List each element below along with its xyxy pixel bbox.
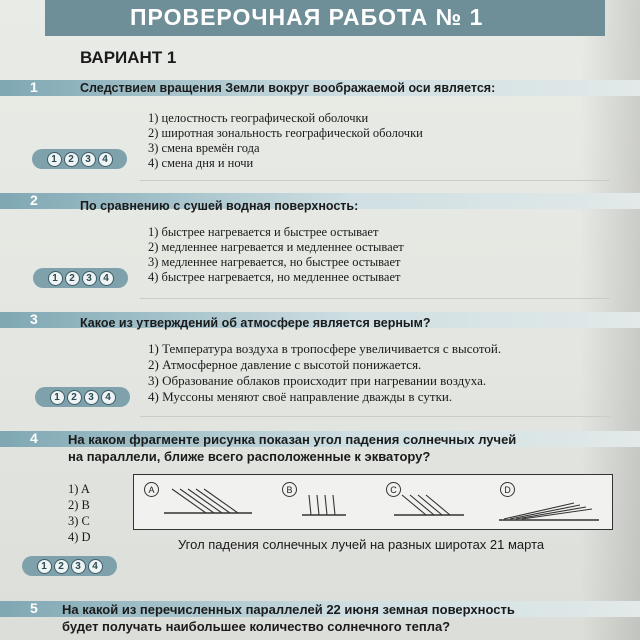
question-text-line: на параллели, ближе всего расположенные к экватору?	[68, 449, 431, 464]
question-number: 3	[30, 311, 38, 327]
question-number: 1	[30, 79, 38, 95]
figure-caption: Угол падения солнечных лучей на разных широтах 21 марта	[178, 537, 545, 552]
option-1[interactable]: 1) Температура воздуха в тропосфере увеличивается с высотой.	[148, 341, 502, 356]
question-text-3: Какое из утверждений об атмосфере является верным?	[80, 316, 431, 330]
option-2[interactable]: 2) B	[68, 498, 90, 512]
question-text-line: На какой из перечисленных параллелей 22 июня земная поверхность	[62, 602, 515, 617]
answer-circle-2[interactable]: 2	[64, 152, 79, 167]
question-text-line: На каком фрагменте рисунка показан угол падения солнечных лучей	[68, 432, 517, 447]
divider	[140, 416, 610, 417]
answer-circle-2[interactable]: 2	[65, 271, 80, 286]
sun-rays-figure	[133, 474, 613, 530]
answer-circle-4[interactable]: 4	[99, 271, 114, 286]
option-3[interactable]: 3) смена времён года	[148, 141, 260, 155]
question-text-5	[62, 601, 515, 635]
answer-circle-4[interactable]: 4	[98, 152, 113, 167]
option-1[interactable]: 1) целостность географической оболочки	[148, 111, 369, 125]
answer-selector-3	[35, 387, 130, 407]
answer-selector-4	[22, 556, 117, 576]
answer-circle-3[interactable]: 3	[81, 152, 96, 167]
rays-group-a	[164, 489, 252, 513]
page-title: ПРОВЕРОЧНАЯ РАБОТА № 1	[130, 4, 484, 30]
variant-title: ВАРИАНТ 1	[80, 48, 177, 67]
options-list-4	[68, 481, 91, 545]
question-text-line: будет получать наибольшее количество солнечного тепла?	[62, 619, 451, 634]
rays-group-c	[394, 495, 464, 515]
answer-circle-4[interactable]: 4	[88, 559, 103, 574]
rays-group-d	[499, 503, 599, 520]
question-number: 2	[30, 192, 38, 208]
figure-label-d: D	[500, 482, 515, 497]
divider	[140, 298, 610, 299]
figure-label-c: C	[386, 482, 401, 497]
options-list-1	[148, 111, 423, 171]
sun-rays-diagram	[134, 475, 612, 529]
question-text-1: Следствием вращения Земли вокруг воображаемой оси является:	[80, 81, 496, 95]
divider	[140, 180, 610, 181]
option-3[interactable]: 3) медленнее нагревается, но быстрее остывает	[148, 255, 401, 269]
option-2[interactable]: 2) Атмосферное давление с высотой понижается.	[148, 357, 422, 372]
option-4[interactable]: 4) Муссоны меняют своё направление дважды в сутки.	[148, 389, 453, 404]
answer-selector-1	[32, 149, 127, 169]
option-3[interactable]: 3) C	[68, 514, 90, 528]
answer-circle-1[interactable]: 1	[50, 390, 65, 405]
answer-circle-1[interactable]: 1	[48, 271, 63, 286]
option-4[interactable]: 4) смена дня и ночи	[148, 156, 254, 170]
question-text-2: По сравнению с сушей водная поверхность:	[80, 199, 359, 213]
question-number: 4	[30, 430, 38, 446]
answer-circle-3[interactable]: 3	[84, 390, 99, 405]
answer-selector-2	[33, 268, 128, 288]
options-list-3	[148, 341, 501, 405]
option-4[interactable]: 4) быстрее нагревается, но медленнее остывает	[148, 270, 401, 284]
option-3[interactable]: 3) Образование облаков происходит при нагревании воздуха.	[148, 373, 487, 388]
option-4[interactable]: 4) D	[68, 530, 91, 544]
answer-circle-3[interactable]: 3	[71, 559, 86, 574]
figure-label-b: B	[282, 482, 297, 497]
answer-circle-1[interactable]: 1	[47, 152, 62, 167]
options-list-2	[148, 225, 404, 285]
answer-circle-2[interactable]: 2	[67, 390, 82, 405]
rays-group-b	[302, 495, 346, 515]
answer-circle-3[interactable]: 3	[82, 271, 97, 286]
question-number: 5	[30, 600, 38, 616]
option-2[interactable]: 2) медленнее нагревается и медленнее остывает	[148, 240, 404, 254]
answer-circle-2[interactable]: 2	[54, 559, 69, 574]
figure-label-a: A	[144, 482, 159, 497]
header-bar	[45, 0, 605, 36]
option-2[interactable]: 2) широтная зональность географической оболочки	[148, 126, 423, 140]
question-text-4	[68, 431, 516, 465]
answer-circle-1[interactable]: 1	[37, 559, 52, 574]
option-1[interactable]: 1) быстрее нагревается и быстрее остывает	[148, 225, 379, 239]
answer-circle-4[interactable]: 4	[101, 390, 116, 405]
option-1[interactable]: 1) A	[68, 482, 90, 496]
